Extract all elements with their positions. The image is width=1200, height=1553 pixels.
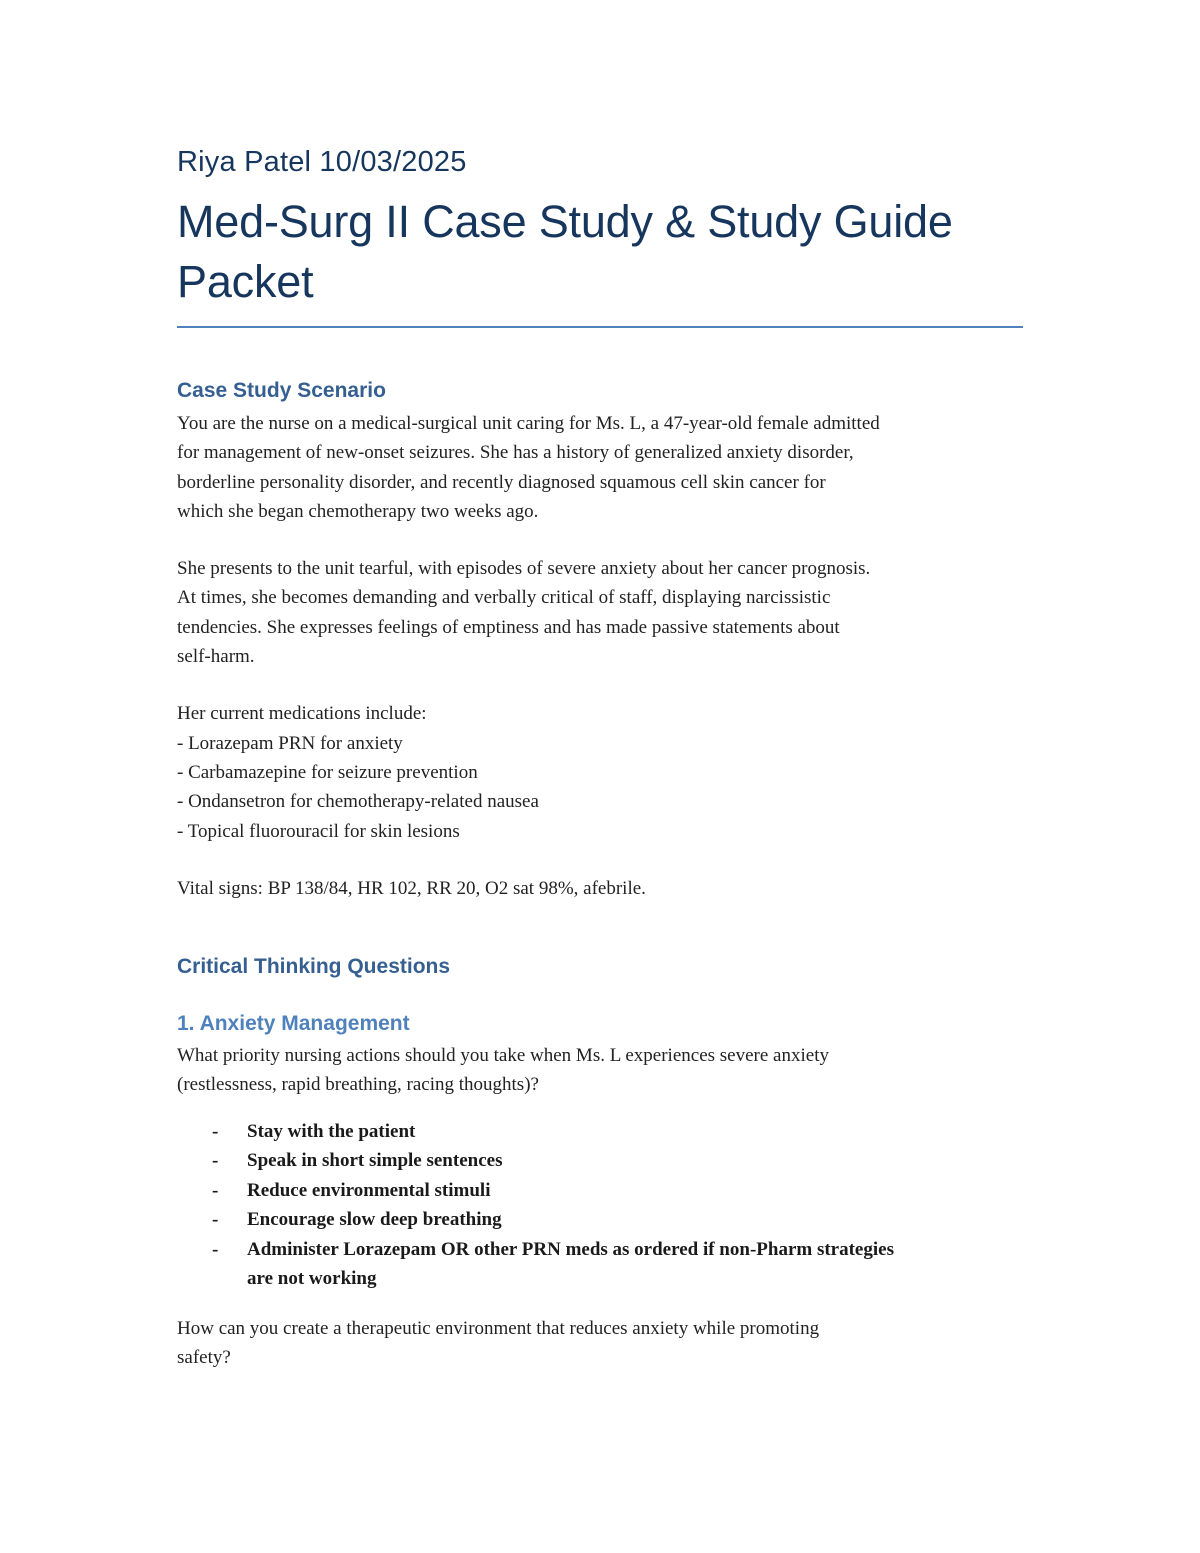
text-line: What priority nursing actions should you take when Ms. L experiences severe anxiety [177, 1045, 829, 1067]
scenario-paragraph-2 [177, 554, 1023, 671]
text-line: (restlessness, rapid breathing, racing thoughts)? [177, 1074, 539, 1096]
answer-item [177, 1146, 1023, 1176]
answer-item [177, 1117, 1023, 1147]
answer-text: are not working [247, 1268, 377, 1290]
medication-item: - Topical fluorouracil for skin lesions [177, 820, 460, 842]
question-therapeutic-environment [177, 1314, 1023, 1373]
answer-text: Administer Lorazepam OR other PRN meds as ordered if non-Pharm strategies [247, 1238, 894, 1260]
text-line: safety? [177, 1347, 231, 1369]
critical-thinking-heading: Critical Thinking Questions [177, 955, 451, 979]
medication-item: - Ondansetron for chemotherapy-related nausea [177, 791, 539, 813]
dash-bullet: - [212, 1120, 219, 1142]
answer-item [177, 1205, 1023, 1235]
text-line: At times, she becomes demanding and verbally critical of staff, displaying narcissistic [177, 587, 831, 609]
text-line: self-harm. [177, 646, 255, 668]
medication-item: - Carbamazepine for seizure prevention [177, 761, 478, 783]
answer-text: Speak in short simple sentences [247, 1150, 503, 1172]
title-divider [177, 326, 1023, 328]
text-line: tendencies. She expresses feelings of emptiness and has made passive statements about [177, 616, 840, 638]
author-date-subtitle: Riya Patel 10/03/2025 [177, 146, 467, 178]
answer-list [177, 1117, 1023, 1294]
text-line: which she began chemotherapy two weeks ago. [177, 500, 539, 522]
document-content [177, 140, 1023, 1372]
text-line: You are the nurse on a medical-surgical unit caring for Ms. L, a 47-year-old female admitted [177, 413, 880, 434]
title-line-1: Med-Surg II Case Study & Study Guide [177, 196, 953, 247]
answer-text: Stay with the patient [247, 1120, 416, 1142]
medications-intro: Her current medications include: [177, 703, 427, 725]
dash-bullet: - [212, 1150, 219, 1172]
dash-bullet: - [212, 1179, 219, 1201]
medications-block [177, 699, 1023, 845]
dash-bullet: - [212, 1209, 219, 1231]
text-line: borderline personality disorder, and recently diagnosed squamous cell skin cancer for [177, 471, 826, 493]
scenario-heading: Case Study Scenario [177, 379, 386, 402]
text-line: How can you create a therapeutic environment that reduces anxiety while promoting [177, 1317, 820, 1339]
text-line: She presents to the unit tearful, with episodes of severe anxiety about her cancer prognosis. [177, 558, 871, 580]
title-line-2: Packet [177, 256, 314, 307]
anxiety-management-heading: 1. Anxiety Management [177, 1012, 410, 1036]
dash-bullet: - [212, 1238, 219, 1260]
answer-item [177, 1176, 1023, 1206]
medication-item: - Lorazepam PRN for anxiety [177, 732, 403, 754]
vital-signs: Vital signs: BP 138/84, HR 102, RR 20, O2 sat 98%, afebrile. [177, 877, 646, 899]
text-line: for management of new-onset seizures. She has a history of generalized anxiety disorder, [177, 442, 854, 464]
document-title [177, 192, 1023, 312]
answer-item [177, 1235, 1023, 1294]
question-priority-actions [177, 1041, 1023, 1100]
answer-text: Reduce environmental stimuli [247, 1179, 491, 1201]
answer-text: Encourage slow deep breathing [247, 1209, 502, 1231]
scenario-paragraph-1 [177, 409, 1023, 526]
